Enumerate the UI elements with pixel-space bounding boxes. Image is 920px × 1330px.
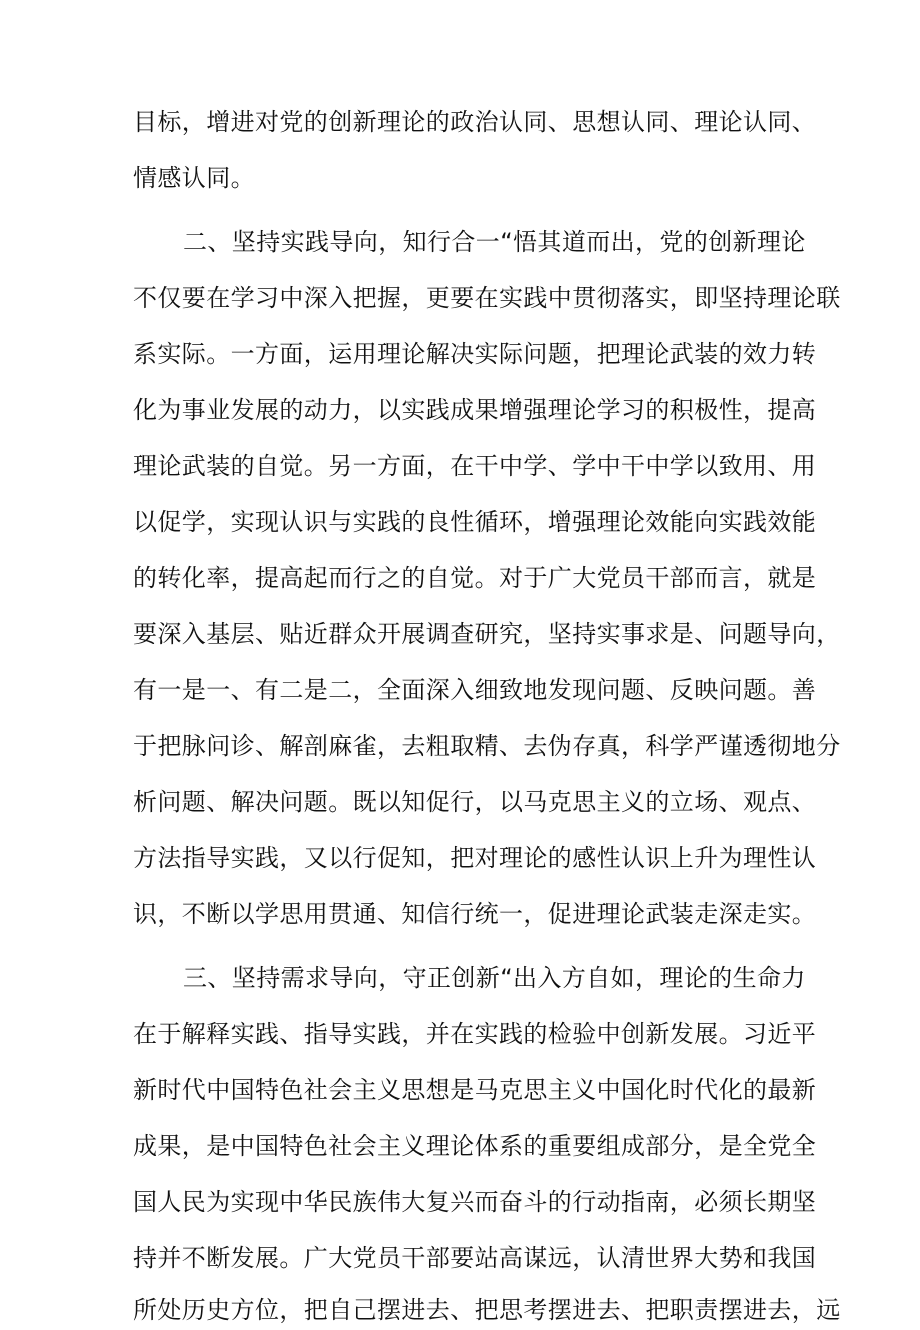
text-line: 析问题、解决问题。既以知促行，以马克思主义的立场、观点、 [133, 788, 817, 816]
text-line: 的转化率，提高起而行之的自觉。对于广大党员干部而言，就是 [133, 564, 817, 592]
text-line: 于把脉问诊、解剖麻雀，去粗取精、去伪存真，科学严谨透彻地分 [133, 732, 841, 760]
text-line: 要深入基层、贴近群众开展调查研究，坚持实事求是、问题导向， [133, 620, 841, 648]
text-line: 系实际。一方面，运用理论解决实际问题，把理论武装的效力转 [133, 340, 817, 368]
text-line: 持并不断发展。广大党员干部要站高谋远，认清世界大势和我国 [133, 1244, 817, 1272]
text-line: 成果，是中国特色社会主义理论体系的重要组成部分，是全党全 [133, 1132, 817, 1160]
text-line: 目标，增进对党的创新理论的政治认同、思想认同、理论认同、 [133, 108, 817, 136]
text-line: 化为事业发展的动力，以实践成果增强理论学习的积极性，提高 [133, 396, 817, 424]
text-line: 以促学，实现认识与实践的良性循环，增强理论效能向实践效能 [133, 508, 817, 536]
text-line: 方法指导实践，又以行促知，把对理论的感性认识上升为理性认 [133, 844, 817, 872]
text-line: 所处历史方位，把自己摆进去、把思考摆进去、把职责摆进去，远 [133, 1296, 841, 1324]
text-line: 不仅要在学习中深入把握，更要在实践中贯彻落实，即坚持理论联 [133, 284, 841, 312]
text-line: 在于解释实践、指导实践，并在实践的检验中创新发展。习近平 [133, 1020, 817, 1048]
text-line: 情感认同。 [133, 164, 255, 192]
section-heading-line: 二、坚持实践导向，知行合一“悟其道而出，党的创新理论 [183, 228, 806, 256]
text-line: 新时代中国特色社会主义思想是马克思主义中国化时代化的最新 [133, 1076, 817, 1104]
text-line: 理论武装的自觉。另一方面，在干中学、学中干中学以致用、用 [133, 452, 817, 480]
text-line: 有一是一、有二是二，全面深入细致地发现问题、反映问题。善 [133, 676, 817, 704]
text-line: 国人民为实现中华民族伟大复兴而奋斗的行动指南，必须长期坚 [133, 1188, 817, 1216]
section-heading-line: 三、坚持需求导向，守正创新“出入方自如，理论的生命力 [183, 964, 806, 992]
text-line: 识，不断以学思用贯通、知信行统一，促进理论武装走深走实。 [133, 900, 817, 928]
